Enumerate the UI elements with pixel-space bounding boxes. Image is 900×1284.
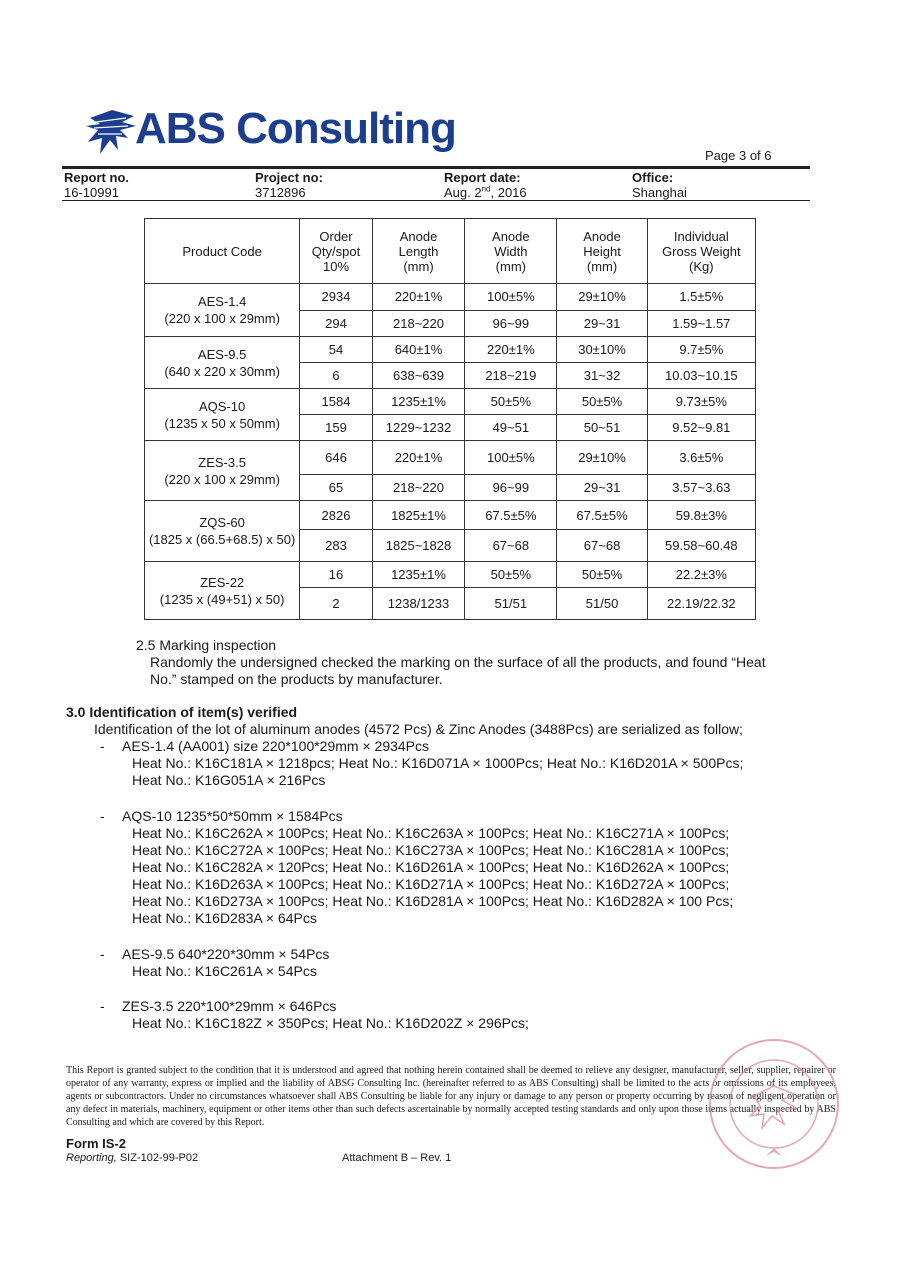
product-code-cell: ZES-22 (1235 x (49+51) x 50) [145, 562, 300, 620]
list-item: Heat No.: K16D283A × 64Pcs [132, 910, 317, 926]
table-cell: 638~639 [372, 363, 464, 389]
project-no-label: Project no: [255, 170, 323, 185]
table-row [145, 389, 756, 415]
table-cell: 96~99 [465, 475, 557, 501]
table-cell: 1.5±5% [647, 284, 755, 311]
table-cell: 22.19/22.32 [647, 588, 755, 620]
header-bottom-rule [62, 200, 810, 201]
header-anode-length: Anode Length (mm) [372, 219, 464, 284]
table-cell: 220±1% [372, 284, 464, 311]
list-item: Heat No.: K16C282A × 120Pcs; Heat No.: K16D261A × 100Pcs; Heat No.: K16D262A × 100Pcs; [132, 859, 730, 875]
table-cell: 29~31 [557, 475, 647, 501]
office-block [632, 170, 687, 200]
table-cell: 283 [300, 530, 373, 562]
table-cell: 54 [300, 337, 373, 363]
table-cell: 22.2±3% [647, 562, 755, 588]
header-rule [62, 166, 810, 169]
office-value: Shanghai [632, 185, 687, 200]
product-code-cell: AES-9.5 (640 x 220 x 30mm) [145, 337, 300, 389]
eagle-logo-icon [82, 104, 142, 162]
table-cell: 51/51 [465, 588, 557, 620]
table-cell: 2826 [300, 501, 373, 530]
table-cell: 10.03~10.15 [647, 363, 755, 389]
table-cell: 220±1% [465, 337, 557, 363]
list-item: Heat No.: K16G051A × 216Pcs [132, 772, 326, 788]
company-seal-stamp-icon [706, 1036, 842, 1172]
header-order-qty: Order Qty/spot 10% [300, 219, 373, 284]
header-product-code: Product Code [145, 219, 300, 284]
table-cell: 159 [300, 415, 373, 441]
table-cell: 100±5% [465, 441, 557, 475]
report-no-value: 16-10991 [64, 185, 119, 200]
table-cell: 67~68 [557, 530, 647, 562]
section-2-5-title: 2.5 Marking inspection [136, 637, 277, 653]
header-anode-width: Anode Width (mm) [465, 219, 557, 284]
table-cell: 29±10% [557, 441, 647, 475]
product-spec-table [144, 218, 756, 620]
table-cell: 49~51 [465, 415, 557, 441]
table-cell: 2 [300, 588, 373, 620]
report-date-label: Report date: [444, 170, 521, 185]
table-cell: 6 [300, 363, 373, 389]
list-item: Heat No.: K16C262A × 100Pcs; Heat No.: K16C263A × 100Pcs; Heat No.: K16C271A × 100Pcs; [132, 825, 730, 841]
list-bullet: - [100, 998, 105, 1014]
table-cell: 29±10% [557, 284, 647, 311]
office-label: Office: [632, 170, 674, 185]
list-bullet: - [100, 738, 105, 754]
project-no-block [255, 170, 323, 200]
table-cell: 50±5% [465, 389, 557, 415]
table-cell: 1825±1% [372, 501, 464, 530]
list-item-head: AES-9.5 640*220*30mm × 54Pcs [122, 946, 330, 962]
product-code-cell: ZES-3.5 (220 x 100 x 29mm) [145, 441, 300, 501]
list-bullet: - [100, 946, 105, 962]
table-row [145, 501, 756, 530]
table-cell: 218~219 [465, 363, 557, 389]
table-cell: 2934 [300, 284, 373, 311]
table-cell: 100±5% [465, 284, 557, 311]
table-row [145, 337, 756, 363]
table-cell: 1235±1% [372, 389, 464, 415]
list-item-head: AES-1.4 (AA001) size 220*100*29mm × 2934Pcs [122, 738, 430, 754]
section-3-title: 3.0 Identification of item(s) verified [66, 704, 298, 720]
table-cell: 1235±1% [372, 562, 464, 588]
header-anode-height: Anode Height (mm) [557, 219, 647, 284]
product-code-cell: AES-1.4 (220 x 100 x 29mm) [145, 284, 300, 337]
table-cell: 50±5% [465, 562, 557, 588]
list-item: Heat No.: K16D273A × 100Pcs; Heat No.: K16D281A × 100Pcs; Heat No.: K16D282A × 100 Pcs; [132, 893, 734, 909]
table-cell: 50±5% [557, 562, 647, 588]
section-2-5-text: Randomly the undersigned checked the marking on the surface of all the products, and found “Heat No.” stamped on the products by manufacturer. [150, 654, 766, 687]
product-code-cell: ZQS-60 (1825 x (66.5+68.5) x 50) [145, 501, 300, 562]
section-3-intro: Identification of the lot of aluminum anodes (4572 Pcs) & Zinc Anodes (3488Pcs) are serialized as follow; [94, 721, 744, 737]
table-cell: 218~220 [372, 475, 464, 501]
table-row [145, 441, 756, 475]
table-cell: 16 [300, 562, 373, 588]
table-cell: 59.8±3% [647, 501, 755, 530]
table-cell: 50±5% [557, 389, 647, 415]
report-no-label: Report no. [64, 170, 129, 185]
table-cell: 67~68 [465, 530, 557, 562]
table-cell: 294 [300, 310, 373, 337]
list-bullet: - [100, 808, 105, 824]
table-row [145, 284, 756, 311]
project-no-value: 3712896 [255, 185, 306, 200]
table-cell: 59.58~60.48 [647, 530, 755, 562]
table-cell: 220±1% [372, 441, 464, 475]
product-code-cell: AQS-10 (1235 x 50 x 50mm) [145, 389, 300, 441]
logo-wordmark: ABS Consulting [135, 104, 456, 153]
table-cell: 96~99 [465, 310, 557, 337]
table-cell: 1584 [300, 389, 373, 415]
legal-disclaimer: This Report is granted subject to the condition that it is understood and agreed that nothing herein contained shall be deemed to relieve any designer, manufacturer, seller, supplier, repairer or operator of any warranty, express or implied and the liability of ABSG Consulting Inc. (hereinafter referred to as ABS Consulting) shall be limited to the acts or omissions of its employees, agents or subcontractors. Under no circumstances whatsoever shall ABS Consulting be liable for any injury or damage to any person or property occurring by reason of negligent operation or any defect in materials, machinery, equipment or other items other than such defects ascertainable by normally accepted testing standards and only upon those items actually inspected by ABS Consulting and which are covered by this Report. [66, 1065, 836, 1128]
table-cell: 31~32 [557, 363, 647, 389]
table-cell: 218~220 [372, 310, 464, 337]
list-item-head: ZES-3.5 220*100*29mm × 646Pcs [122, 998, 337, 1014]
table-cell: 67.5±5% [557, 501, 647, 530]
list-item: Heat No.: K16C261A × 54Pcs [132, 963, 317, 979]
table-cell: 29~31 [557, 310, 647, 337]
list-item: Heat No.: K16D263A × 100Pcs; Heat No.: K16D271A × 100Pcs; Heat No.: K16D272A × 100Pcs; [132, 876, 730, 892]
table-cell: 9.52~9.81 [647, 415, 755, 441]
table-row [145, 562, 756, 588]
report-no-block [64, 170, 129, 200]
table-cell: 646 [300, 441, 373, 475]
list-item: Heat No.: K16C272A × 100Pcs; Heat No.: K16C273A × 100Pcs; Heat No.: K16C281A × 100Pcs; [132, 842, 730, 858]
table-cell: 67.5±5% [465, 501, 557, 530]
table-cell: 3.57~3.63 [647, 475, 755, 501]
table-cell: 1825~1828 [372, 530, 464, 562]
table-cell: 1.59~1.57 [647, 310, 755, 337]
report-date-value: Aug. 2nd, 2016 [444, 184, 527, 200]
table-cell: 9.7±5% [647, 337, 755, 363]
table-cell: 51/50 [557, 588, 647, 620]
form-id: Form IS-2 [66, 1136, 126, 1151]
table-cell: 30±10% [557, 337, 647, 363]
list-item: Heat No.: K16C182Z × 350Pcs; Heat No.: K16D202Z × 296Pcs; [132, 1015, 529, 1031]
table-cell: 3.6±5% [647, 441, 755, 475]
header-gross-weight: Individual Gross Weight (Kg) [647, 219, 755, 284]
list-item: Heat No.: K16C181A × 1218pcs; Heat No.: K16D071A × 1000Pcs; Heat No.: K16D201A × 500Pcs; [132, 755, 744, 771]
table-cell: 1229~1232 [372, 415, 464, 441]
table-cell: 9.73±5% [647, 389, 755, 415]
table-cell: 640±1% [372, 337, 464, 363]
table-cell: 65 [300, 475, 373, 501]
table-cell: 1238/1233 [372, 588, 464, 620]
reporting-code: Reporting, SIZ-102-99-P02 [66, 1152, 199, 1164]
report-date-block [444, 170, 527, 200]
table-header-row [145, 219, 756, 284]
list-item-head: AQS-10 1235*50*50mm × 1584Pcs [122, 808, 343, 824]
table-cell: 50~51 [557, 415, 647, 441]
page-number: Page 3 of 6 [705, 148, 772, 163]
attachment-rev: Attachment B – Rev. 1 [342, 1152, 452, 1164]
